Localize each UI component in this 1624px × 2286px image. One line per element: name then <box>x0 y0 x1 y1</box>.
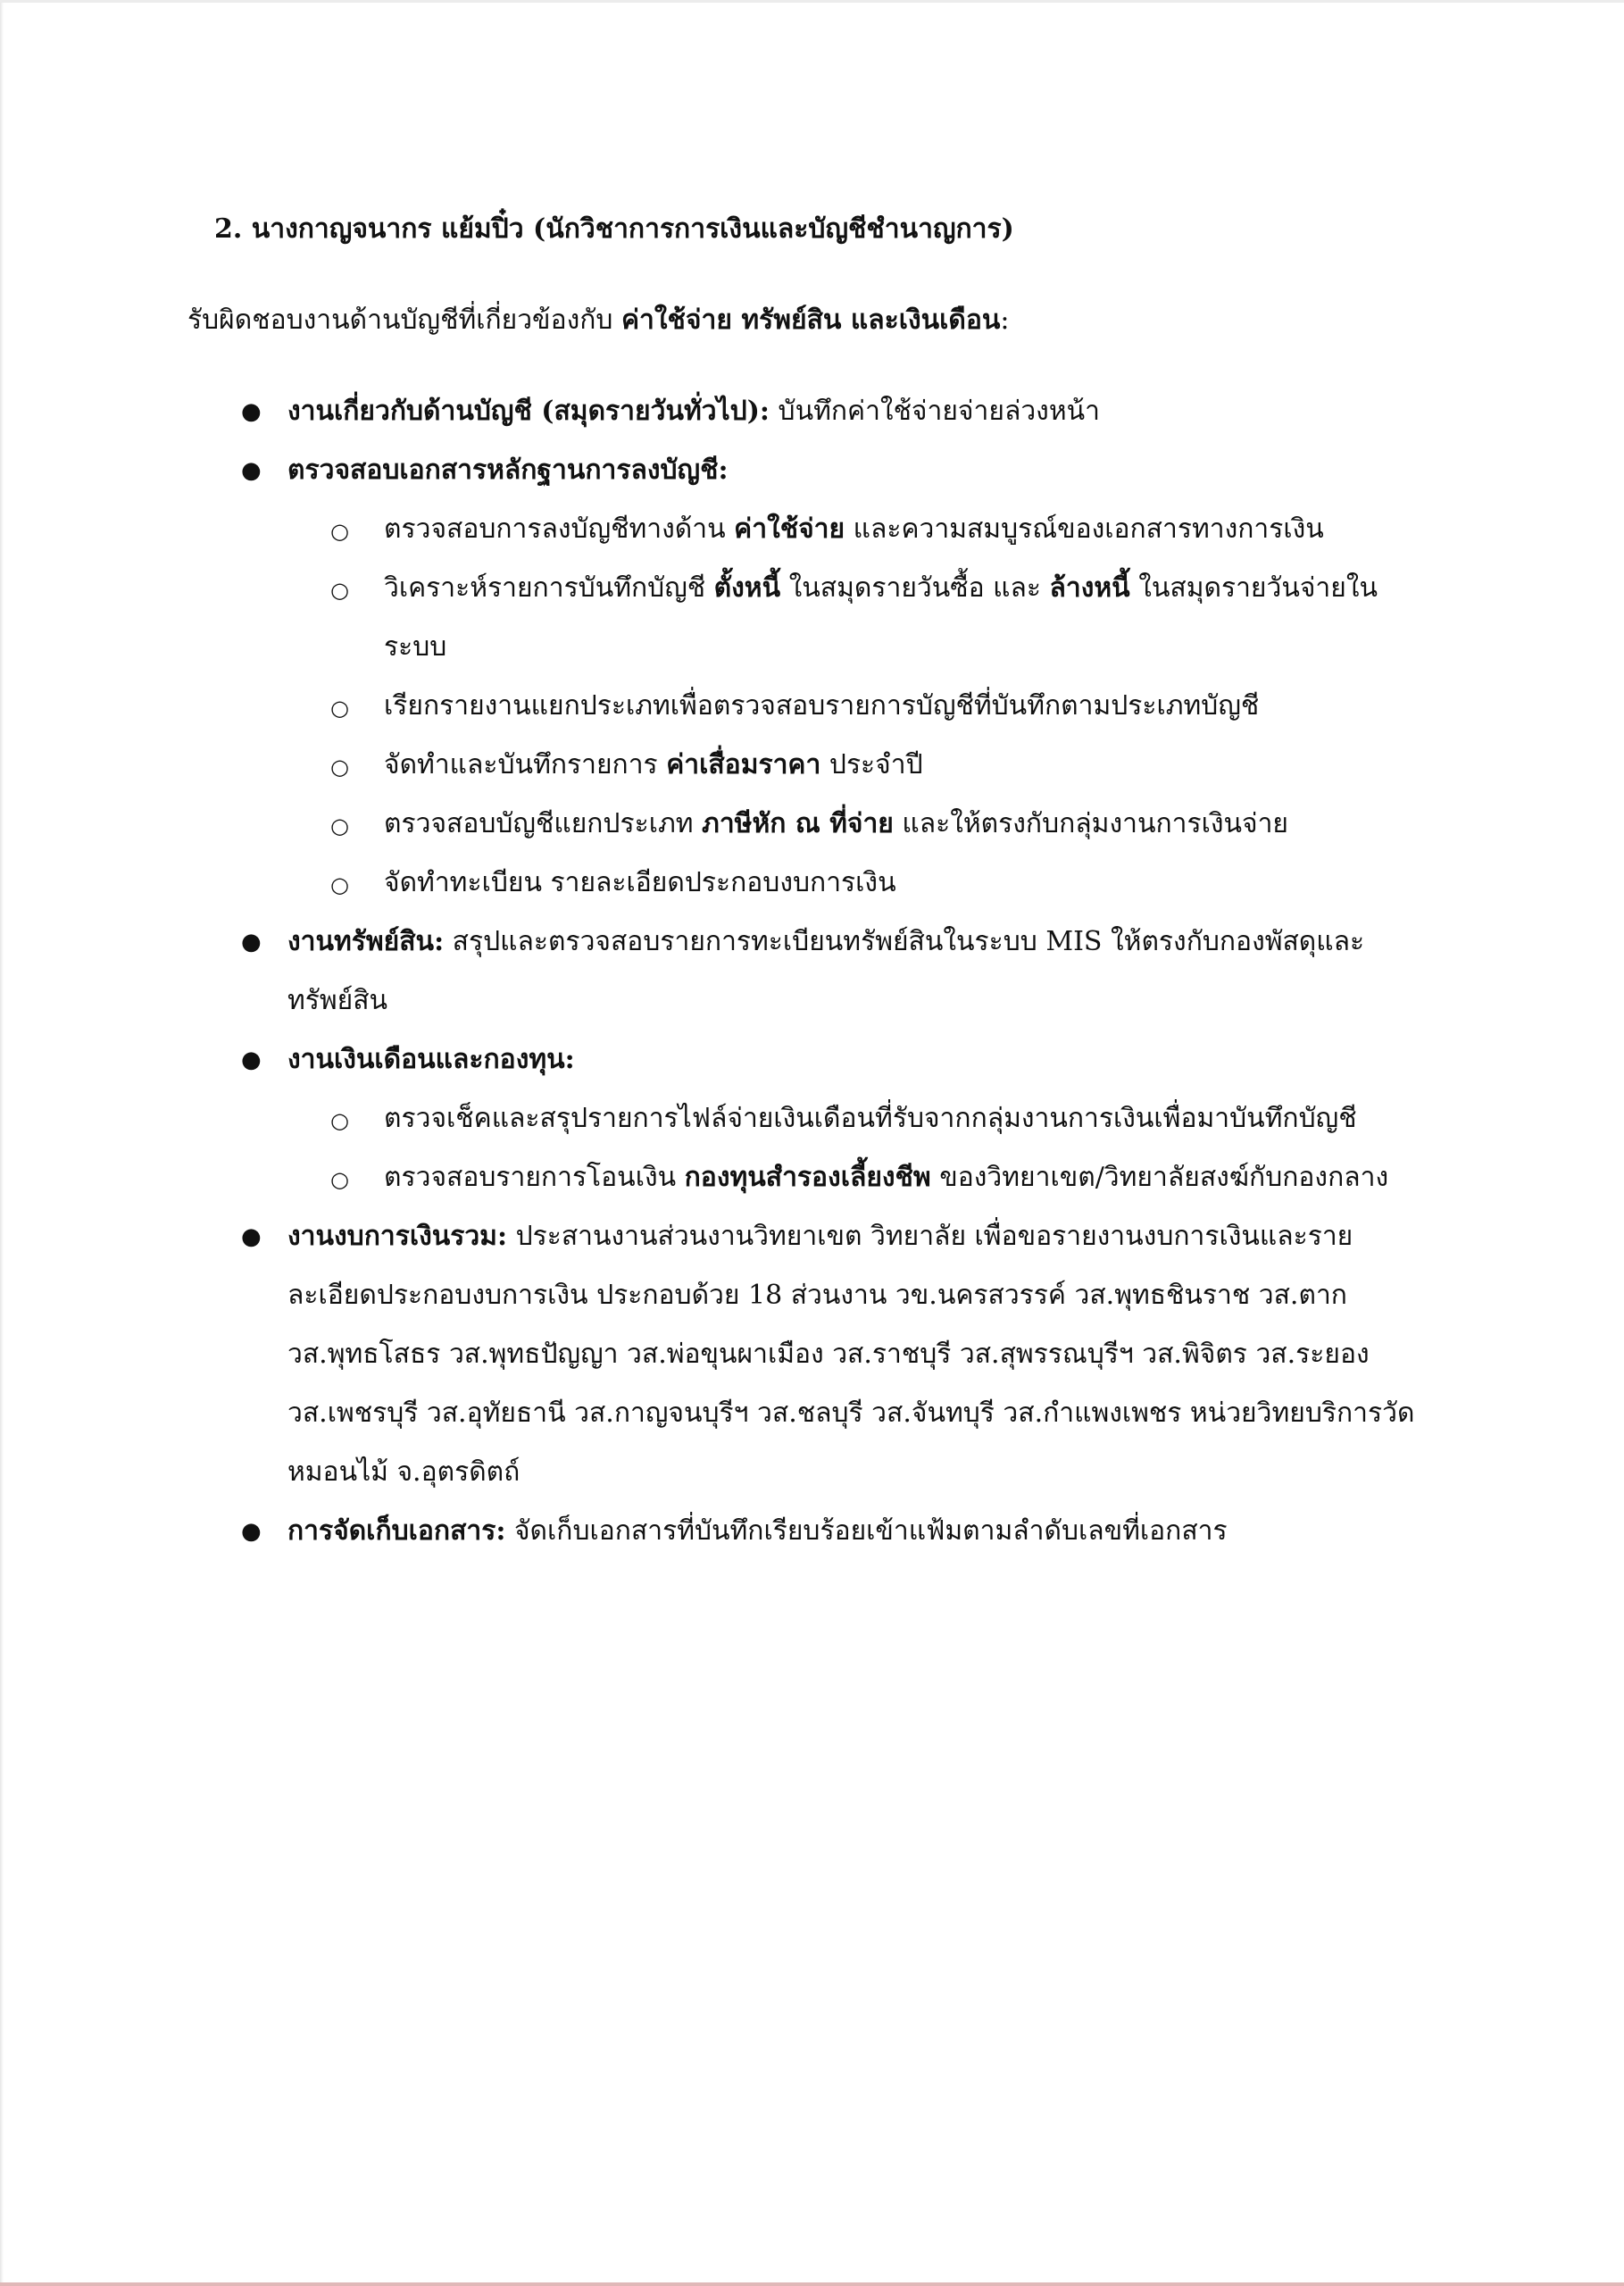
circle-bullet-icon: ○ <box>330 1108 349 1133</box>
responsibility-list <box>187 382 1437 1561</box>
list-item-salary-fund <box>187 1030 1437 1207</box>
list-item-assets <box>187 913 1437 1030</box>
sub-item-text: จัดทำและบันทึกรายการ <box>384 749 667 780</box>
sub-item-text: และความสมบูรณ์ของเอกสารทางการเงิน <box>845 513 1324 545</box>
sub-item-bold: ล้างหนี้ <box>1049 572 1130 604</box>
sub-item-text: วิเคราะห์รายการบันทึกบัญชี <box>384 572 714 604</box>
sub-item <box>287 736 1437 795</box>
sub-item-text: ตรวจสอบรายการโอนเงิน <box>384 1162 685 1193</box>
sub-item <box>287 854 1437 913</box>
sub-item-bold: กองทุนสำรองเลี้ยงชีพ <box>684 1162 931 1193</box>
sub-item-bold: ตั้งหนี้ <box>713 572 781 604</box>
bullet-icon: ● <box>241 457 262 484</box>
sub-item <box>287 795 1437 854</box>
item-title: การจัดเก็บเอกสาร: <box>287 1515 506 1547</box>
scan-edge-bottom <box>0 2282 1624 2286</box>
sub-item <box>287 500 1437 559</box>
sub-item-text: ประจำปี <box>820 749 923 780</box>
circle-bullet-icon: ○ <box>330 872 349 897</box>
sub-item-bold: ค่าเสื่อมราคา <box>666 749 821 780</box>
list-item-document-filing <box>187 1502 1437 1561</box>
section-heading: 2. นางกาญจนากร แย้มปิ๋ว (นักวิชาการการเงินและบัญชีชำนาญการ) <box>214 213 1014 245</box>
intro-paragraph <box>187 298 1437 343</box>
sub-list-document-check <box>287 500 1437 913</box>
intro-prefix: รับผิดชอบงานด้านบัญชีที่เกี่ยวข้องกับ <box>187 305 621 336</box>
item-title: งานเกี่ยวกับด้านบัญชี (สมุดรายวันทั่วไป): <box>287 396 770 427</box>
circle-bullet-icon: ○ <box>330 1167 349 1192</box>
sub-item-bold: ค่าใช้จ่าย <box>734 513 845 545</box>
circle-bullet-icon: ○ <box>330 696 349 721</box>
sub-item-text: ตรวจสอบบัญชีแยกประเภท <box>384 808 703 839</box>
bullet-icon: ● <box>241 929 262 955</box>
sub-item <box>287 677 1437 736</box>
sub-item-bold: ภาษีหัก ณ ที่จ่าย <box>702 808 894 839</box>
sub-item-text: ของวิทยาเขต/วิทยาลัยสงฆ์กับกองกลาง <box>930 1162 1389 1193</box>
item-title: งานทรัพย์สิน: <box>287 926 445 957</box>
scan-edge-left <box>0 0 4 2286</box>
sub-item-text: และให้ตรงกับกลุ่มงานการเงินจ่าย <box>893 808 1288 839</box>
bullet-icon: ● <box>241 1047 262 1073</box>
list-item-accounting-journal <box>187 382 1437 441</box>
list-item-consolidated-statements <box>187 1207 1437 1502</box>
item-text: จัดเก็บเอกสารที่บันทึกเรียบร้อยเข้าแฟ้มตามลำดับเลขที่เอกสาร <box>505 1515 1228 1547</box>
list-item-document-check <box>187 441 1437 913</box>
circle-bullet-icon: ○ <box>330 813 349 838</box>
bullet-icon: ● <box>241 398 262 425</box>
item-title: งานเงินเดือนและกองทุน: <box>287 1044 575 1075</box>
sub-item <box>287 1089 1437 1148</box>
item-title: งานงบการเงินรวม: <box>287 1221 508 1252</box>
item-text: ประสานงานส่วนงานวิทยาเขต วิทยาลัย เพื่อขอรายงานงบการเงินและรายละเอียดประกอบงบการเงิน ประกอบด้วย 18 ส่วนงาน วข.นครสวรรค์ วส.พุทธชินราช วส.ตาก วส.พุทธโสธร วส.พุทธปัญญา วส.พ่อขุนผาเมือง วส.ราชบุรี วส.สุพรรณบุรีฯ วส.พิจิตร วส.ระยอง วส.เพชรบุรี วส.อุทัยธานี วส.กาญจนบุรีฯ วส.ชลบุรี วส.จันทบุรี วส.กำแพงเพชร หน่วยวิทยบริการวัดหมอนไม้ จ.อุตรดิตถ์ <box>287 1221 1415 1488</box>
sub-item-text: ตรวจสอบการลงบัญชีทางด้าน <box>384 513 735 545</box>
circle-bullet-icon: ○ <box>330 755 349 780</box>
item-title: ตรวจสอบเอกสารหลักฐานการลงบัญชี: <box>287 455 729 486</box>
intro-bold: ค่าใช้จ่าย ทรัพย์สิน และเงินเดือน <box>620 305 1001 336</box>
sub-item-text: ตรวจเช็คและสรุปรายการไฟล์จ่ายเงินเดือนที่รับจากกลุ่มงานการเงินเพื่อมาบันทึกบัญชี <box>384 1103 1357 1134</box>
intro-suffix: : <box>1000 305 1010 336</box>
circle-bullet-icon: ○ <box>330 578 349 603</box>
sub-list-salary-fund <box>287 1089 1437 1207</box>
sub-item-text: ในสมุดรายวันซื้อ และ <box>780 572 1050 604</box>
item-text: บันทึกค่าใช้จ่ายจ่ายล่วงหน้า <box>769 396 1100 427</box>
sub-item-text: เรียกรายงานแยกประเภทเพื่อตรวจสอบรายการบัญชีที่บันทึกตามประเภทบัญชี <box>384 690 1260 722</box>
document-content <box>187 207 1437 1561</box>
circle-bullet-icon: ○ <box>330 519 349 544</box>
bullet-icon: ● <box>241 1518 262 1545</box>
sub-item <box>287 1148 1437 1207</box>
sub-item-text: จัดทำทะเบียน รายละเอียดประกอบงบการเงิน <box>384 867 896 898</box>
scan-edge-top <box>0 0 1624 3</box>
sub-item-text: ในสมุดรายวันจ่ายในระบบ <box>384 572 1378 663</box>
bullet-icon: ● <box>241 1223 262 1250</box>
item-text: สรุปและตรวจสอบรายการทะเบียนทรัพย์สินในระบบ MIS ให้ตรงกับกองพัสดุและทรัพย์สิน <box>287 926 1365 1016</box>
sub-item <box>287 559 1437 677</box>
